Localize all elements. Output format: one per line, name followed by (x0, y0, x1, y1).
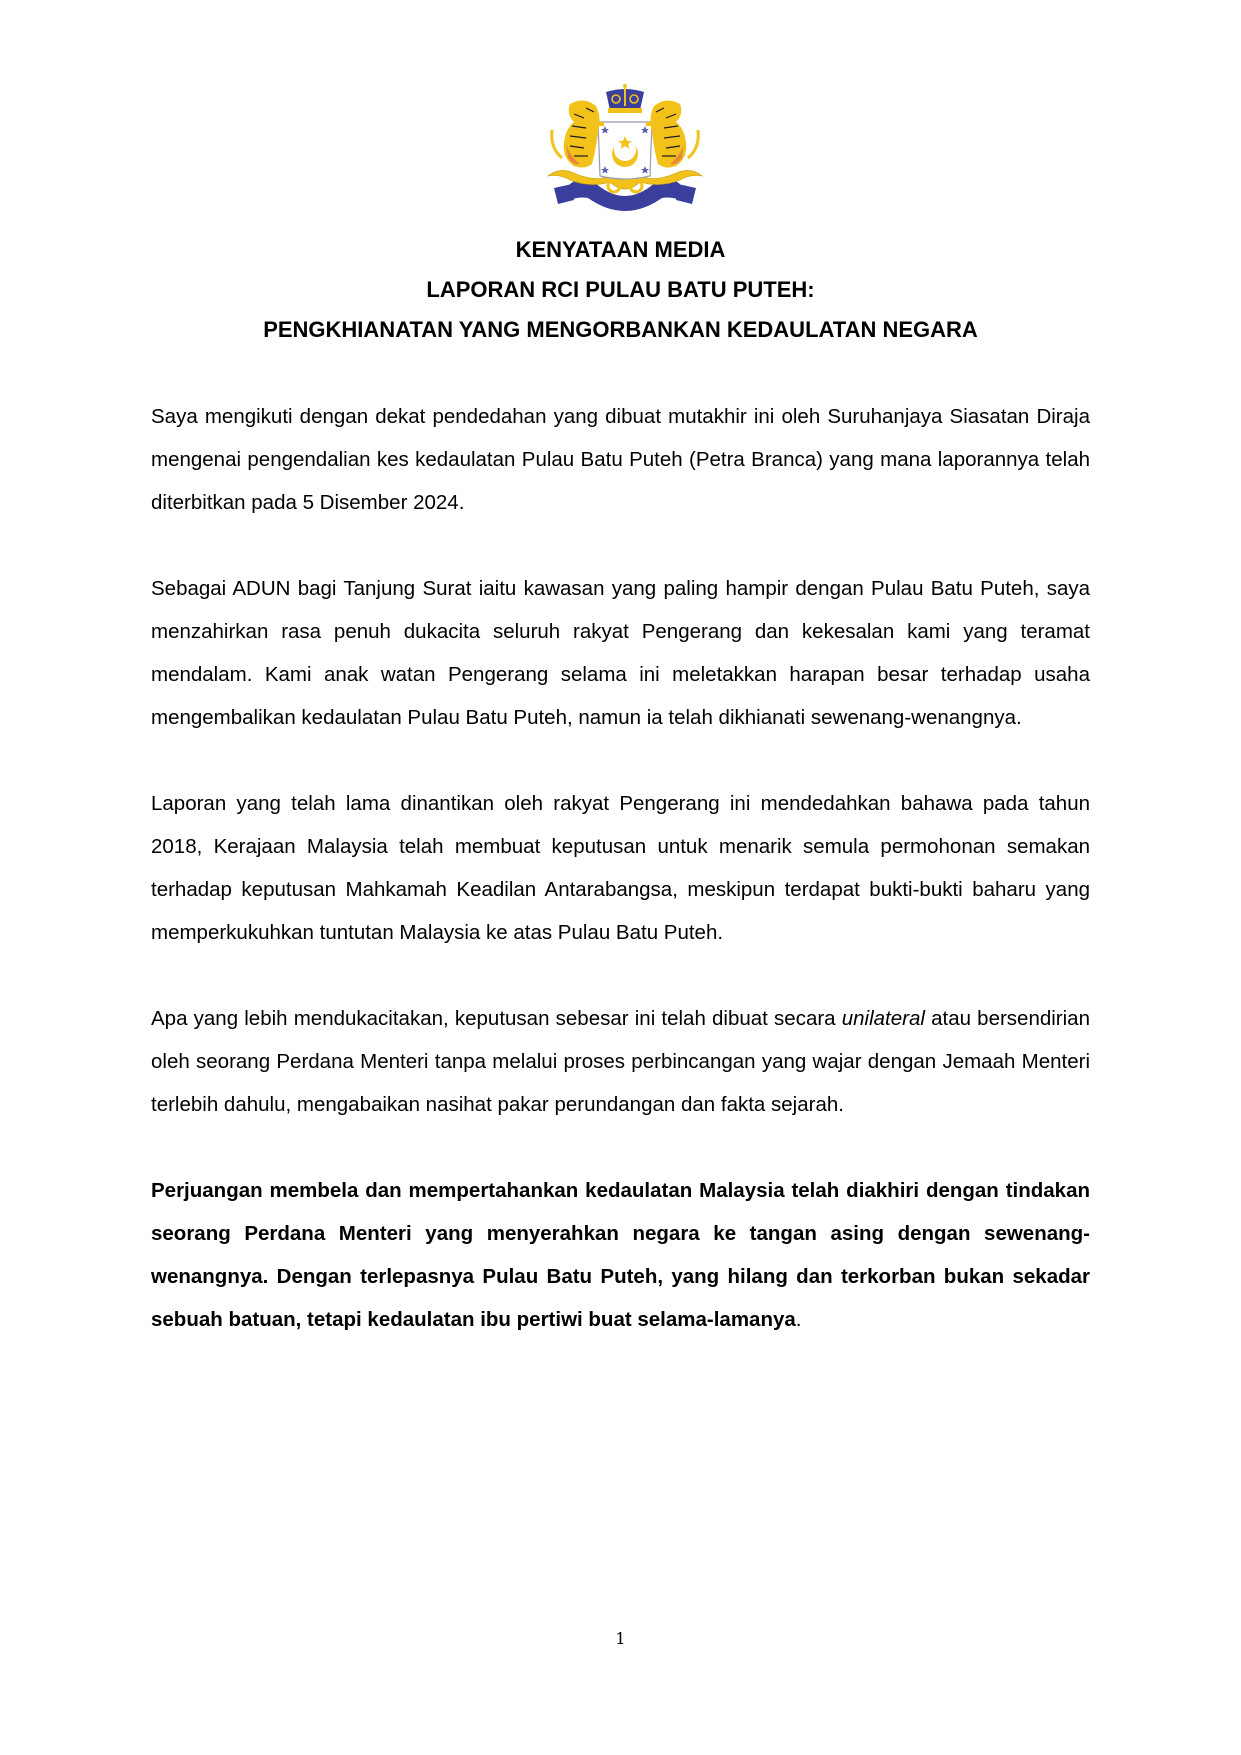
paragraph-4-text-after: atau bersendirian oleh seorang Perdana Menteri tanpa melalui proses perbincangan yang wajar dengan Jemaah Menteri terlebih dahulu, mengabaikan nasihat pakar perundangan dan fakta sejarah. (151, 1007, 1090, 1116)
paragraph-4-italic-term: unilateral (841, 1007, 925, 1030)
paragraph-1: Saya mengikuti dengan dekat pendedahan yang dibuat mutakhir ini oleh Suruhanjaya Siasatan Diraja mengenai pengendalian kes kedaulatan Pulau Batu Puteh (Petra Branca) yang mana laporannya telah diterbitkan pada 5 Disember 2024. (151, 405, 1090, 514)
press-release-title (150, 230, 1091, 350)
coat-of-arms-logo (540, 84, 710, 216)
crest-tiger-left (552, 100, 604, 167)
crest-crown-band (608, 108, 642, 113)
title-line-kenyataan-media: KENYATAAN MEDIA (515, 237, 726, 262)
paragraph-4 (151, 997, 1090, 1126)
crest-ribbon-right-end (676, 184, 696, 204)
paragraph-5-emphasis (151, 1169, 1090, 1341)
title-line-laporan-rci: LAPORAN RCI PULAU BATU PUTEH: (426, 277, 815, 302)
paragraph-4-text-before: Apa yang lebih mendukacitakan, keputusan sebesar ini telah dibuat secara (151, 1007, 842, 1030)
statement-body (151, 395, 1090, 1384)
paragraph-2: Sebagai ADUN bagi Tanjung Surat iaitu kawasan yang paling hampir dengan Pulau Batu Puteh, saya menzahirkan rasa penuh dukacita seluruh rakyat Pengerang dan kekesalan kami yang teramat mendalam. Kami anak watan Pengerang selama ini meletakkan harapan besar terhadap usaha mengembalikan kedaulatan Pulau Batu Puteh, namun ia telah dikhianati sewenang-wenangnya. (151, 577, 1090, 729)
page-number: 1 (615, 1629, 626, 1648)
crest-tiger-right (646, 100, 698, 167)
paragraph-3: Laporan yang telah lama dinantikan oleh rakyat Pengerang ini mendedahkan bahawa pada tahun 2018, Kerajaan Malaysia telah membuat keputusan untuk menarik semula permohonan semakan terhadap keputusan Mahkamah Keadilan Antarabangsa, meskipun terdapat bukti-bukti baharu yang memperkukuhkan tuntutan Malaysia ke atas Pulau Batu Puteh. (151, 792, 1090, 944)
paragraph-5-bold-text: Perjuangan membela dan mempertahankan kedaulatan Malaysia telah diakhiri dengan tindakan seorang Perdana Menteri yang menyerahkan negara ke tangan asing dengan sewenang-wenangnya. Dengan terlepasnya Pulau Batu Puteh, yang hilang dan terkorban bukan sekadar sebuah batuan, tetapi kedaulatan ibu pertiwi buat selama-lamanya (151, 1179, 1090, 1331)
paragraph-5-final-period: . (795, 1308, 802, 1331)
title-line-pengkhianatan: PENGKHIANATAN YANG MENGORBANKAN KEDAULATAN NEGARA (263, 317, 978, 342)
crest-ribbon-left-end (554, 184, 574, 204)
